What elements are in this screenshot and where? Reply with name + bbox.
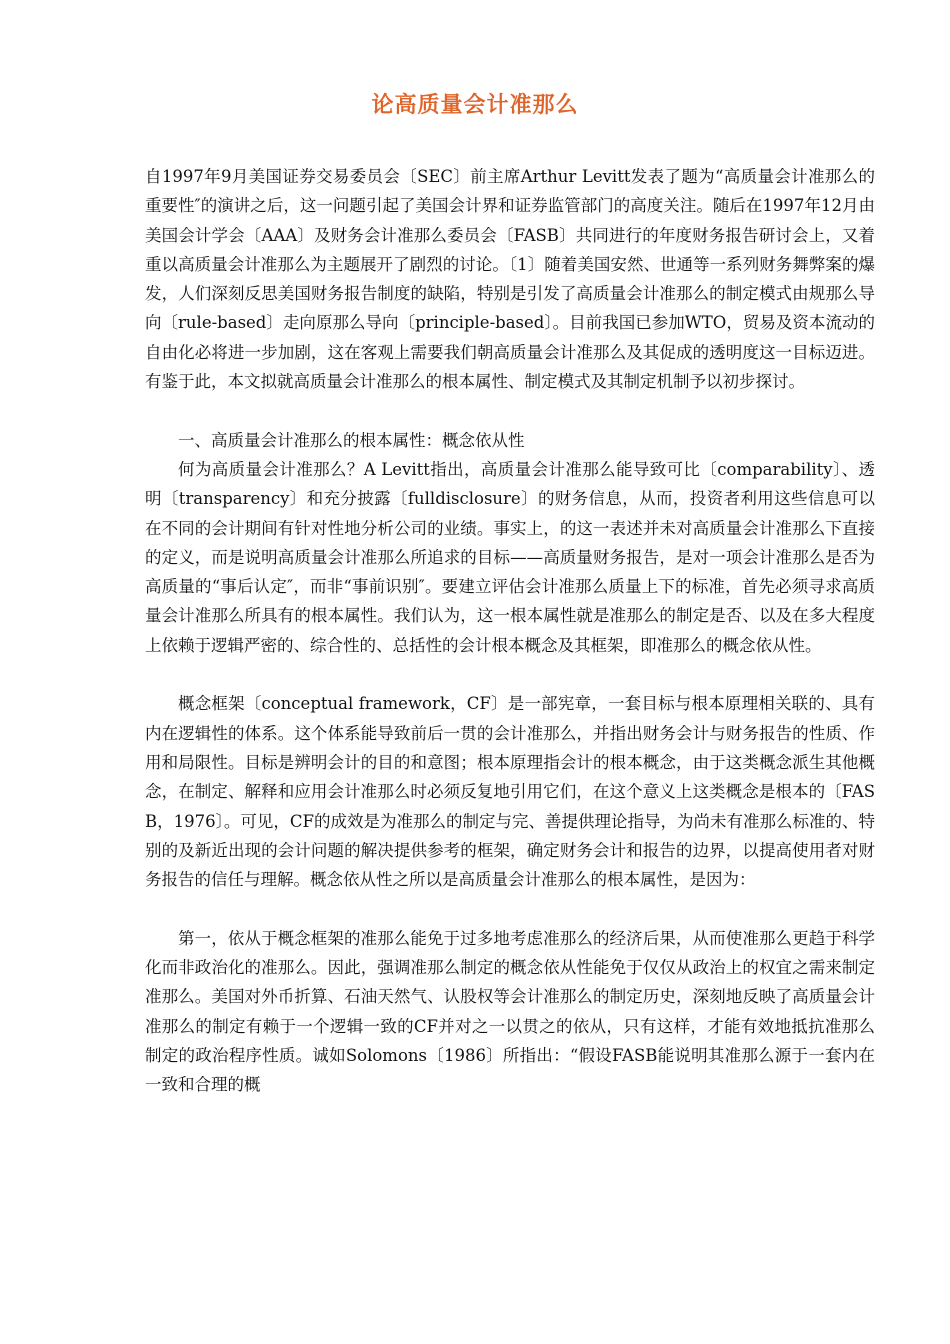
body-paragraph-2: 概念框架〔conceptual framework，CF〕是一部宪章，一套目标与根本原理相关联的、具有内在逻辑性的体系。这个体系能导致前后一贯的会计准那么，并指出财务会计与财务报告的性质、作用和局限性。目标是辨明会计的目的和意图；根本原理指会计的根本概念，由于这类概念派生其他概念，在制定、解释和应用会计准那么时必须反复地引用它们，在这个意义上这类概念是根本的〔FASB，1976〕。可见，CF的成效是为准那么的制定与完、善提供理论指导，为尚未有准那么标准的、特别的及新近出现的会计问题的解决提供参考的框架，确定财务会计和报告的边界，以提高使用者对财务报告的信任与理解。概念依从性之所以是高质量会计准那么的根本属性，是因为： <box>145 694 875 890</box>
paragraph-spacer <box>145 396 875 425</box>
section-heading: 一、高质量会计准那么的根本属性：概念依从性 <box>178 430 525 450</box>
document-title: 论高质量会计准那么 <box>371 93 579 118</box>
intro-paragraph: 自1997年9月美国证券交易委员会〔SEC〕前主席Arthur Levitt发表了题为“高质量会计准那么的重要性″的演讲之后，这一问题引起了美国会计界和证券监管部门的高度关注。随后在1997年12月由美国会计学会〔AAA〕及财务会计准那么委员会〔FASB〕共同进行的年度财务报告研讨会上，又着重以高质量会计准那么为主题展开了剧烈的讨论。〔1〕随着美国安然、世通等一系列财务舞弊案的爆发，人们深刻反思美国财务报告制度的缺陷，特别是引发了高质量会计准那么的制定模式由规那么导向〔rule-based〕走向原那么导向〔principle-based〕。目前我国已参加WTO，贸易及资本流动的自由化必将进一步加剧，这在客观上需要我们朝高质量会计准那么及其促成的透明度这一目标迈进。有鉴于此，本文拟就高质量会计准那么的根本属性、制定模式及其制定机制予以初步探讨。 <box>145 167 875 392</box>
body-paragraph-1: 何为高质量会计准那么？A Levitt指出，高质量会计准那么能导致可比〔comparability〕、透明〔transparency〕和充分披露〔fulldisclosure〕的财务信息，从而，投资者利用这些信息可以在不同的会计期间有针对性地分析公司的业绩。事实上，的这一表述并未对高质量会计准那么下直接的定义，而是说明高质量会计准那么所追求的目标——高质量财务报告，是对一项会计准那么是否为高质量的“事后认定″，而非“事前识别″。要建立评估会计准那么质量上下的标准，首先必须寻求高质量会计准那么所具有的根本属性。我们认为，这一根本属性就是准那么的制定是否、以及在多大程度上依赖于逻辑严密的、综合性的、总括性的会计根本概念及其框架，即准那么的概念依从性。 <box>145 459 875 655</box>
paragraph-spacer <box>145 660 875 689</box>
body-paragraph-3: 第一，依从于概念框架的准那么能免于过多地考虑准那么的经济后果，从而使准那么更趋于科学化而非政治化的准那么。因此，强调准那么制定的概念依从性能免于仅仅从政治上的权宜之需来制定准那么。美国对外币折算、石油天然气、认股权等会计准那么的制定历史，深刻地反映了高质量会计准那么的制定有赖于一个逻辑一致的CF并对之一以贯之的依从，只有这样，才能有效地抵抗准那么制定的政治程序性质。诚如Solomons〔1986〕所指出：“假设FASB能说明其准那么源于一套内在一致和合理的概 <box>145 928 875 1095</box>
paragraph-spacer <box>145 894 875 923</box>
document-body <box>145 162 875 1100</box>
